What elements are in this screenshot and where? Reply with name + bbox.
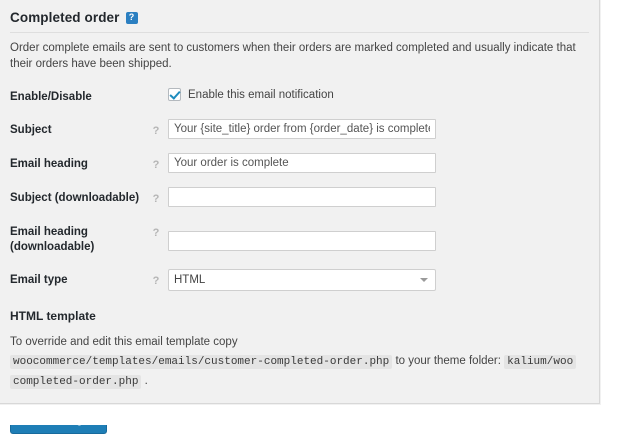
help-cell-subject-downloadable (150, 187, 168, 205)
enable-email-checkbox-label: Enable this email notification (188, 88, 334, 101)
subject-input[interactable] (168, 119, 436, 139)
section-header (10, 10, 589, 25)
form-row-email-heading (10, 153, 589, 173)
email-type-select[interactable]: HTML (168, 269, 436, 291)
email-heading-downloadable-input[interactable] (168, 231, 436, 251)
email-heading-input[interactable] (168, 153, 436, 173)
page-right-margin (601, 0, 628, 425)
page-bottom-margin (0, 405, 628, 425)
html-template-description (10, 333, 589, 392)
template-text-middle: to your theme folder: (395, 355, 501, 368)
theme-template-path-part2: completed-order.php (10, 375, 141, 389)
section-description: Order complete emails are sent to customers when their orders are marked completed and usually indicate that their orders have been shipped. (10, 42, 576, 70)
label-subject-downloadable: Subject (downloadable) (10, 191, 140, 204)
help-tip-icon[interactable]: ? (152, 192, 160, 205)
help-tip-icon[interactable]: ? (152, 226, 160, 239)
field-email-heading (168, 153, 589, 173)
field-email-type (168, 269, 589, 291)
label-subject: Subject (10, 123, 52, 136)
label-email-heading-downloadable: Email heading (downloadable) (10, 225, 95, 253)
field-subject-downloadable (168, 187, 589, 207)
help-cell-email-heading (150, 153, 168, 171)
template-text-after: . (144, 375, 148, 388)
page-title: Completed order (10, 10, 120, 25)
enable-email-checkbox[interactable] (168, 88, 181, 101)
field-subject (168, 119, 589, 139)
help-badge-icon[interactable]: ? (126, 12, 138, 24)
label-enable-disable: Enable/Disable (10, 91, 92, 104)
form-row-email-type (10, 269, 589, 291)
form-row-email-heading-downloadable (10, 221, 589, 255)
help-cell-email-type (150, 269, 168, 287)
help-cell-subject (150, 119, 168, 137)
label-email-type: Email type (10, 273, 68, 286)
field-enable-disable (168, 86, 589, 101)
form-row-enable-disable (10, 86, 589, 105)
theme-template-path-part1: kalium/woo (504, 355, 576, 369)
field-email-heading-downloadable (168, 221, 589, 251)
help-tip-icon[interactable]: ? (152, 274, 160, 287)
label-email-heading: Email heading (10, 157, 88, 170)
source-template-path: woocommerce/templates/emails/customer-completed-order.php (10, 355, 392, 369)
form-row-subject-downloadable (10, 187, 589, 207)
help-tip-icon[interactable]: ? (152, 158, 160, 171)
form-row-subject (10, 119, 589, 139)
template-text-before: To override and edit this email template copy (10, 335, 238, 348)
help-cell-email-heading-downloadable (150, 221, 168, 239)
help-spacer (150, 86, 168, 90)
subject-downloadable-input[interactable] (168, 187, 436, 207)
settings-form (10, 86, 589, 291)
divider (10, 32, 589, 33)
html-template-title: HTML template (10, 308, 96, 323)
help-tip-icon[interactable]: ? (152, 124, 160, 137)
